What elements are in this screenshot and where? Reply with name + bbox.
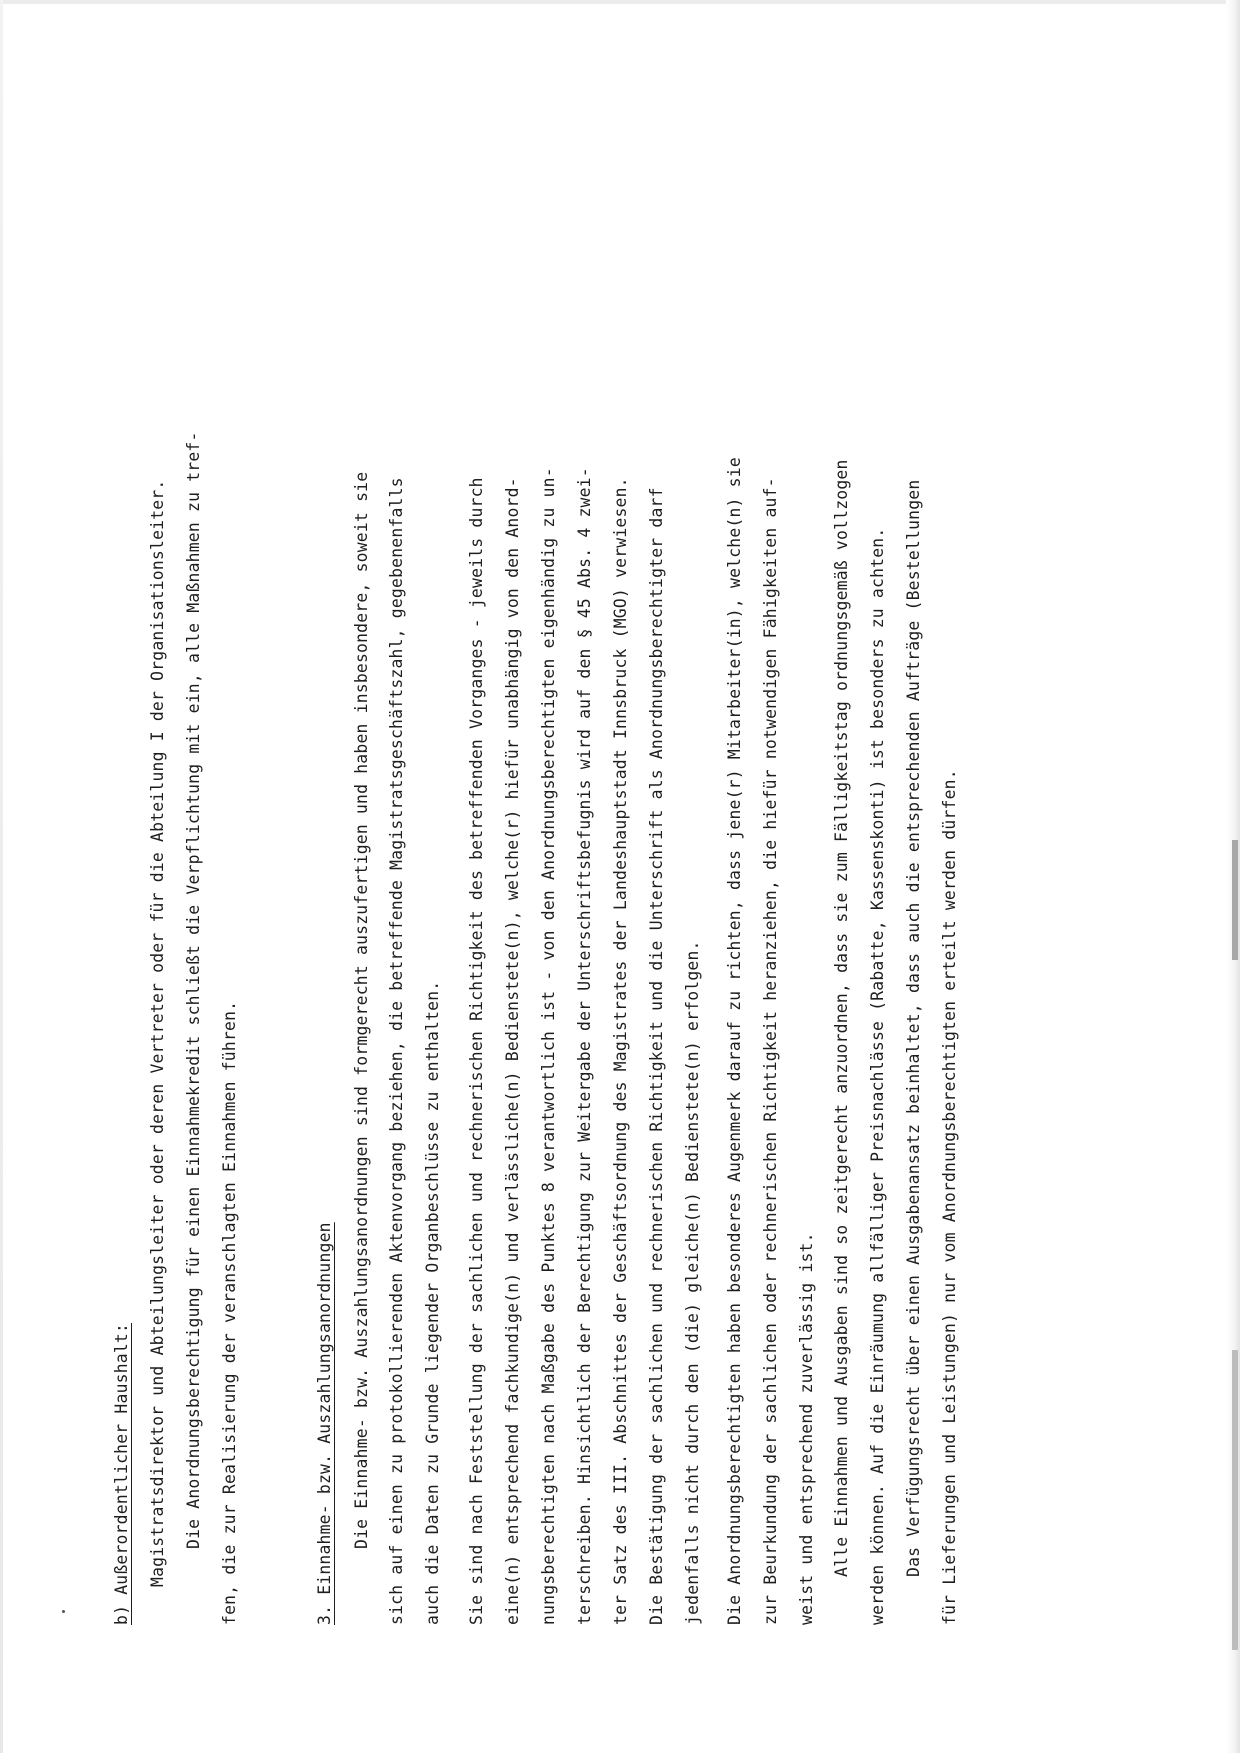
text-line: für Lieferungen und Leistungen) nur vom Anordnungsberechtigten erteilt werden dürfen. [940,769,959,1625]
text-line: weist und entsprechend zuverlässig ist. [797,1232,816,1625]
text-line: Die Bestätigung der sachlichen und rechnerischen Richtigkeit und die Unterschrift als Anordnungsberechtigter darf [647,487,666,1625]
text-line: Die Anordnungsberechtigten haben besonderes Augenmerk darauf zu richten, dass jene(r) Mitarbeiter(in), welche(n) sie [725,457,744,1625]
text-line: sich auf einen zu protokollierenden Aktenvorgang beziehen, die betreffende Magistratsgeschäftszahl, gegebenenfalls [387,477,406,1625]
scan-edge-top [0,0,1240,4]
text-line: zur Beurkundung der sachlichen oder rechnerischen Richtigkeit heranziehen, die hiefür notwendigen Fähigkeiten auf- [761,477,780,1625]
text-line: eine(n) entsprechend fachkundige(n) und verlässliche(n) Bedienstete(n), welche(r) hiefür unabhängig von den Anord- [503,477,522,1625]
text-line: Die Anordnungsberechtigung für einen Einnahmekredit schließt die Verpflichtung mit ein, alle Maßnahmen zu tref- [184,431,203,1549]
scan-edge-left [0,0,3,1753]
text-line: Magistratsdirektor und Abteilungsleiter oder deren Vertreter oder für die Abteilung I der Organisationsleiter. [148,479,167,1587]
scan-edge-mark [1232,1350,1238,1650]
text-line: ter Satz des III. Abschnittes der Geschäftsordnung des Magistrates der Landeshauptstadt Innsbruck (MGO) verwiesen. [611,477,630,1625]
document-body [110,135,990,1625]
text-line: auch die Daten zu Grunde liegender Organbeschlüsse zu enthalten. [423,980,442,1625]
text-line: jedenfalls nicht durch den (die) gleiche(n) Bedienstete(n) erfolgen. [683,940,702,1625]
section-3-heading: 3. Einnahme- bzw. Auszahlungsanordnungen [315,1222,334,1625]
text-line: Das Verfügungsrecht über einen Ausgabenansatz beinhaltet, dass auch die entsprechenden Aufträge (Bestellungen [904,479,923,1577]
section-b-heading: b) Außerordentlicher Haushalt: [112,1322,131,1625]
text-line: fen, die zur Realisierung der veranschlagten Einnahmen führen. [220,1000,239,1625]
scan-speck [62,1610,65,1613]
text-line: terschreiben. Hinsichtlich der Berechtigung zur Weitergabe der Unterschriftsbefugnis wird auf den § 45 Abs. 4 zwei- [575,467,594,1625]
scan-edge-mark [1232,840,1238,960]
text-line: werden können. Auf die Einräumung allfälliger Preisnachlässe (Rabatte, Kassenskonti) ist besonders zu achten. [868,527,887,1625]
text-line: Sie sind nach Feststellung der sachlichen und rechnerischen Richtigkeit des betreffenden Vorganges - jeweils durch [467,477,486,1625]
text-line: Die Einnahme- bzw. Auszahlungsanordnungen sind formgerecht auszufertigen und haben insbesondere, soweit sie [352,471,371,1549]
text-line: nungsberechtigten nach Maßgabe des Punktes 8 verantwortlich ist - von den Anordnungsberechtigten eigenhändig zu un- [539,467,558,1625]
text-line: Alle Einnahmen und Ausgaben sind so zeitgerecht anzuordnen, dass sie zum Fälligkeitstag ordnungsgemäß vollzogen [832,459,851,1577]
